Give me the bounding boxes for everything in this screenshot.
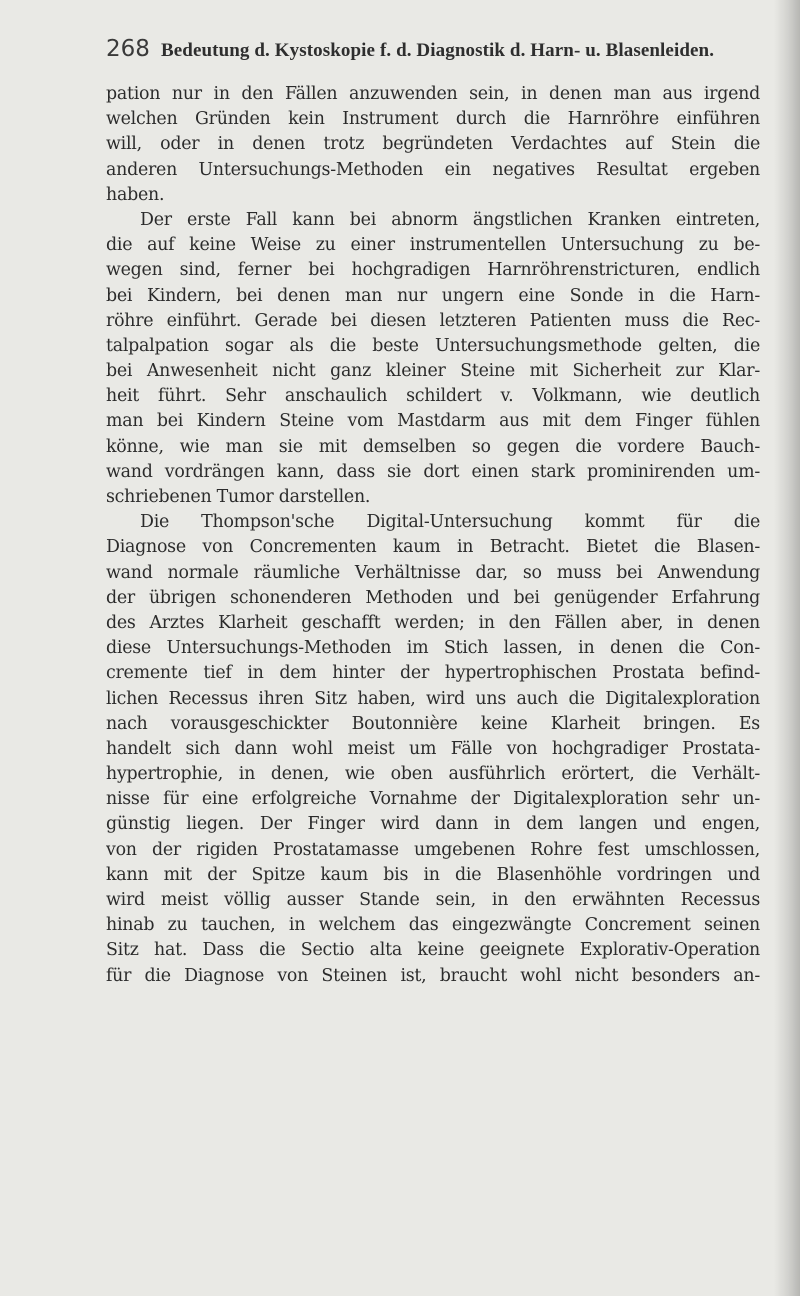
text-line: handelt sich dann wohl meist um Fälle von hochgradiger Prostata- — [106, 738, 760, 759]
text-line: könne, wie man sie mit demselben so gegen die vordere Bauch- — [106, 436, 760, 457]
text-line: des Arztes Klarheit geschafft werden; in den Fällen aber, in denen — [106, 612, 760, 633]
text-line: nach vorausgeschickter Boutonnière keine Klarheit bringen. Es — [106, 713, 760, 734]
text-line: lichen Recessus ihren Sitz haben, wird uns auch die Digitalexploration — [106, 688, 760, 709]
page-header — [106, 36, 776, 66]
text-line: welchen Gründen kein Instrument durch die Harnröhre einführen — [106, 109, 760, 130]
text-line: anderen Untersuchungs-Methoden ein negatives Resultat ergeben — [106, 159, 760, 180]
text-line: der übrigen schonenderen Methoden und bei genügender Erfahrung — [106, 587, 760, 608]
text-line: will, oder in denen trotz begründeten Verdachtes auf Stein die — [106, 134, 760, 155]
text-line: röhre einführt. Gerade bei diesen letzteren Patienten muss die Rec- — [106, 310, 760, 331]
text-line: für die Diagnose von Steinen ist, braucht wohl nicht besonders an- — [106, 965, 760, 986]
text-line: hinab zu tauchen, in welchem das eingezwängte Concrement seinen — [106, 915, 760, 936]
paragraph-first-line: Der erste Fall kann bei abnorm ängstlichen Kranken eintreten, — [140, 209, 760, 230]
body-text — [106, 82, 760, 989]
text-line: haben. — [106, 184, 165, 205]
text-line: pation nur in den Fällen anzuwenden sein, in denen man aus irgend — [106, 84, 760, 104]
page-number: 268 — [106, 36, 150, 62]
text-line: bei Anwesenheit nicht ganz kleiner Steine mit Sicherheit zur Klar- — [106, 361, 760, 382]
text-line: heit führt. Sehr anschaulich schildert v. Volkmann, wie deutlich — [106, 386, 760, 407]
text-line: talpalpation sogar als die beste Untersuchungsmethode gelten, die — [106, 335, 760, 356]
paragraph-first-line: Die Thompson'sche Digital-Untersuchung kommt für die — [140, 512, 760, 533]
text-line: schriebenen Tumor darstellen. — [106, 487, 371, 507]
text-line: wegen sind, ferner bei hochgradigen Harnröhrenstricturen, endlich — [106, 260, 760, 281]
text-line: nisse für eine erfolgreiche Vornahme der Digitalexploration sehr un- — [106, 789, 760, 810]
text-line: man bei Kindern Steine vom Mastdarm aus mit dem Finger fühlen — [106, 411, 760, 432]
text-line: diese Untersuchungs-Methoden im Stich lassen, in denen die Con- — [106, 638, 760, 659]
text-line: Diagnose von Concrementen kaum in Betracht. Bietet die Blasen- — [106, 537, 760, 558]
text-line: von der rigiden Prostatamasse umgebenen Rohre fest umschlossen, — [106, 839, 760, 860]
text-line: hypertrophie, in denen, wie oben ausführlich erörtert, die Verhält- — [106, 764, 760, 785]
text-line: wird meist völlig ausser Stande sein, in den erwähnten Recessus — [106, 890, 760, 910]
page-edge-shadow — [774, 0, 800, 1296]
text-line: günstig liegen. Der Finger wird dann in dem langen und engen, — [106, 814, 760, 835]
text-line: wand vordrängen kann, dass sie dort einen stark prominirenden um- — [106, 461, 760, 482]
text-line: kann mit der Spitze kaum bis in die Blasenhöhle vordringen und — [106, 864, 760, 885]
running-title: Bedeutung d. Kystoskopie f. d. Diagnostik d. Harn- u. Blasenleiden. — [161, 40, 715, 61]
text-line: wand normale räumliche Verhältnisse dar, so muss bei Anwendung — [106, 562, 760, 583]
text-line: cremente tief in dem hinter der hypertrophischen Prostata befind- — [106, 663, 760, 684]
text-line: die auf keine Weise zu einer instrumentellen Untersuchung zu be- — [106, 235, 760, 256]
text-line: bei Kindern, bei denen man nur ungern eine Sonde in die Harn- — [106, 285, 760, 306]
text-line: Sitz hat. Dass die Sectio alta keine geeignete Explorativ-Operation — [106, 940, 760, 961]
